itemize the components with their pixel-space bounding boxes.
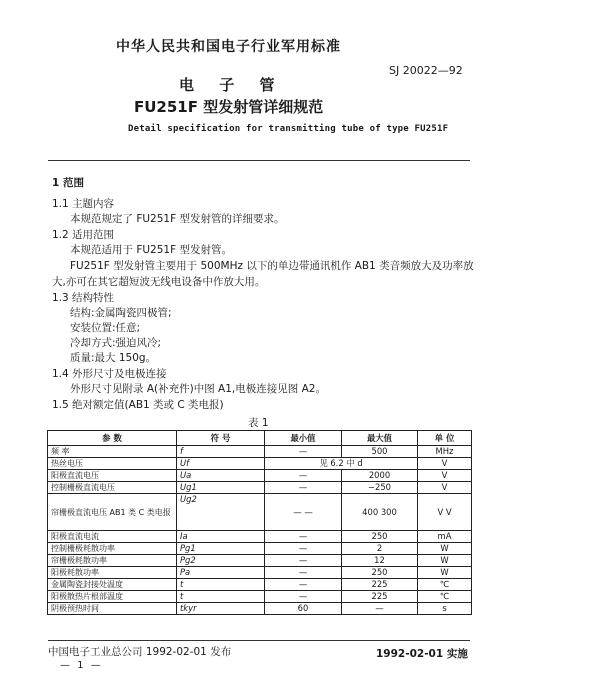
table-header-row — [48, 431, 472, 446]
table-row — [48, 591, 472, 603]
section-1-heading: 1 范围 — [52, 177, 84, 189]
column-header: 最大值 — [342, 431, 418, 446]
param-cell: 控制栅极直流电压 — [48, 482, 177, 494]
section-1-4-text: 外形尺寸见附录 A(补充件)中图 A1,电极连接见图 A2。 — [70, 383, 326, 395]
section-1-1-heading: 1.1 主题内容 — [52, 198, 115, 210]
table-row — [48, 543, 472, 555]
effective-date: 1992-02-01 实施 — [376, 648, 468, 660]
column-header: 参 数 — [48, 431, 177, 446]
section-1-2-text: 本规范适用于 FU251F 型发射管。 — [70, 244, 232, 256]
symbol-cell: t — [177, 591, 265, 603]
max-cell: 2000 — [342, 470, 418, 482]
mass-item: 质量:最大 150g。 — [70, 352, 157, 364]
document-title: 电 子 管 — [179, 76, 285, 94]
issue-date: 中国电子工业总公司 1992-02-01 发布 — [48, 646, 232, 658]
header-divider — [48, 160, 470, 161]
table-row — [48, 579, 472, 591]
param-cell: 阳极直流电压 — [48, 470, 177, 482]
merged-value-cell: 见 6.2 中 d — [265, 458, 418, 470]
table-row — [48, 555, 472, 567]
unit-cell: V — [418, 470, 472, 482]
table-row — [48, 531, 472, 543]
min-cell: — — [265, 567, 342, 579]
min-cell: — — [265, 579, 342, 591]
symbol-cell: Ug1 — [177, 482, 265, 494]
param-cell: 控制栅极耗散功率 — [48, 543, 177, 555]
section-1-5-heading: 1.5 绝对额定值(AB1 类或 C 类电报) — [52, 399, 224, 411]
unit-cell: V V — [418, 494, 472, 531]
min-cell: 60 — [265, 603, 342, 615]
page-number: — 1 — — [60, 660, 103, 671]
section-1-4-heading: 1.4 外形尺寸及电极连接 — [52, 368, 167, 380]
max-cell: 400 300 — [342, 494, 418, 531]
section-1-1-text: 本规范规定了 FU251F 型发射管的详细要求。 — [70, 213, 285, 225]
symbol-cell: f — [177, 446, 265, 458]
symbol-cell: Pg1 — [177, 543, 265, 555]
param-cell: 频 率 — [48, 446, 177, 458]
symbol-cell: tkyr — [177, 603, 265, 615]
unit-cell: V — [418, 482, 472, 494]
max-cell: 250 — [342, 531, 418, 543]
unit-cell: W — [418, 555, 472, 567]
unit-cell: ℃ — [418, 579, 472, 591]
min-cell: — — — [265, 494, 342, 531]
unit-cell: ℃ — [418, 591, 472, 603]
param-cell: 金属陶瓷封接处温度 — [48, 579, 177, 591]
english-title: Detail specification for transmitting tube of type FU251F — [128, 124, 449, 134]
param-cell: 热丝电压 — [48, 458, 177, 470]
min-cell: — — [265, 482, 342, 494]
max-cell: 225 — [342, 591, 418, 603]
standard-code: SJ 20022—92 — [389, 64, 463, 77]
section-1-2-text: 大,亦可在其它超短波无线电设备中作放大用。 — [52, 276, 266, 288]
section-1-2-text: FU251F 型发射管主要用于 500MHz 以下的单边带通讯机作 AB1 类音频放大及功率放 — [70, 260, 474, 272]
column-header: 最小值 — [265, 431, 342, 446]
min-cell: — — [265, 543, 342, 555]
max-cell: — — [342, 603, 418, 615]
param-cell: 阴极预热时间 — [48, 603, 177, 615]
column-header: 单 位 — [418, 431, 472, 446]
unit-cell: MHz — [418, 446, 472, 458]
symbol-cell: Pa — [177, 567, 265, 579]
param-cell: 阳极耗散功率 — [48, 567, 177, 579]
min-cell: — — [265, 446, 342, 458]
issuing-organization: 中华人民共和国电子行业军用标准 — [116, 39, 341, 55]
unit-cell: V — [418, 458, 472, 470]
max-cell: 12 — [342, 555, 418, 567]
table-row — [48, 446, 472, 458]
table-row — [48, 482, 472, 494]
table-caption: 表 1 — [248, 417, 269, 429]
symbol-cell: Pg2 — [177, 555, 265, 567]
table-row — [48, 494, 472, 531]
footer-divider — [48, 640, 470, 641]
table-row — [48, 603, 472, 615]
table-row — [48, 567, 472, 579]
unit-cell: W — [418, 567, 472, 579]
table-row — [48, 470, 472, 482]
unit-cell: mA — [418, 531, 472, 543]
structure-item: 结构:金属陶瓷四极管; — [70, 307, 172, 319]
symbol-cell: t — [177, 579, 265, 591]
symbol-cell: Ia — [177, 531, 265, 543]
param-cell: 阳极直流电流 — [48, 531, 177, 543]
min-cell: — — [265, 470, 342, 482]
symbol-cell: Ua — [177, 470, 265, 482]
max-cell: −250 — [342, 482, 418, 494]
symbol-cell: Uf — [177, 458, 265, 470]
symbol-cell: Ug2 — [177, 494, 265, 531]
cooling-item: 冷却方式:强迫风冷; — [70, 337, 162, 349]
absolute-ratings-table — [47, 430, 472, 615]
mounting-item: 安装位置:任意; — [70, 322, 141, 334]
document-subtitle: FU251F 型发射管详细规范 — [134, 98, 324, 116]
unit-cell: W — [418, 543, 472, 555]
min-cell: — — [265, 555, 342, 567]
min-cell: — — [265, 531, 342, 543]
column-header: 符 号 — [177, 431, 265, 446]
min-cell: — — [265, 591, 342, 603]
param-cell: 帘栅极直流电压 AB1 类 C 类电报 — [48, 494, 177, 531]
section-1-2-heading: 1.2 适用范围 — [52, 229, 115, 241]
param-cell: 帘栅极耗散功率 — [48, 555, 177, 567]
max-cell: 500 — [342, 446, 418, 458]
param-cell: 阳极散热片根部温度 — [48, 591, 177, 603]
section-1-3-heading: 1.3 结构特性 — [52, 292, 115, 304]
max-cell: 2 — [342, 543, 418, 555]
table-row — [48, 458, 472, 470]
max-cell: 250 — [342, 567, 418, 579]
unit-cell: s — [418, 603, 472, 615]
max-cell: 225 — [342, 579, 418, 591]
